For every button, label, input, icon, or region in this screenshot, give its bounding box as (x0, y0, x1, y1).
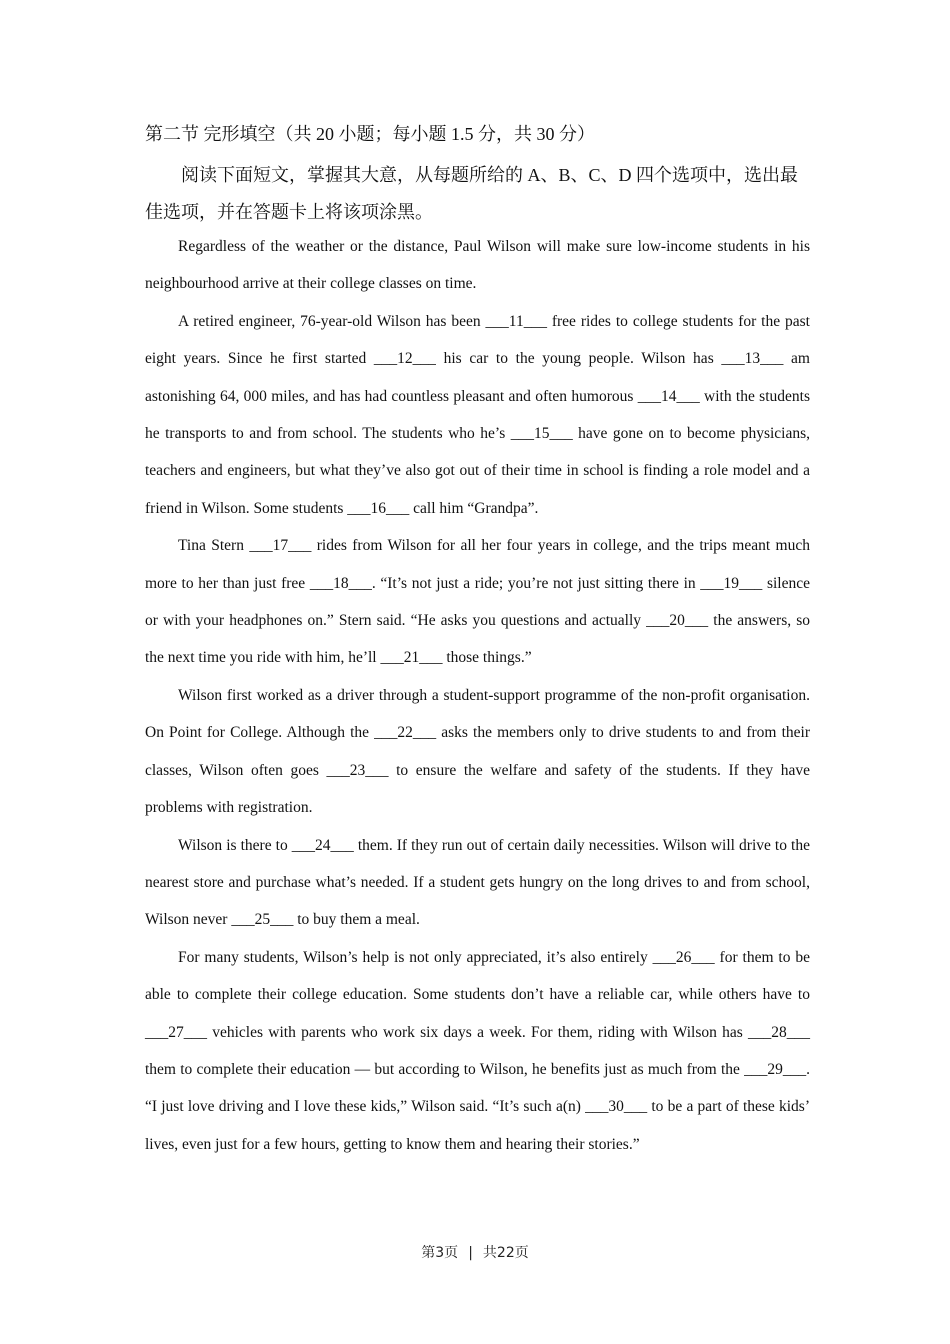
page-footer (0, 1243, 950, 1263)
passage-paragraph: Wilson is there to ___24___ them. If they run out of certain daily necessities. Wilson will drive to the nearest store and purchase what’s needed. If a student gets hungry on the long drives to and from school, Wilson never ___25___ to buy them a meal. (145, 836, 810, 929)
passage-paragraph: For many students, Wilson’s help is not only appreciated, it’s also entirely ___26___ for them to be able to complete their college education. Some students don’t have a reliable car, while others have to ___27___ vehicles with parents who work six days a week. For them, riding with Wilson has ___28___ them to complete their education — but according to Wilson, he benefits just as much from the ___29___. “I just love driving and I love these kids,” Wilson said. “It’s such a(n) ___30___ to be a part of these kids’ lives, even just for a few hours, getting to know them and hearing their stories.” (145, 948, 810, 1153)
current-page: 第3页 (421, 1245, 459, 1261)
passage-paragraph: A retired engineer, 76-year-old Wilson has been ___11___ free rides to college students for the past eight years. Since he first started ___12___ his car to the young people. Wilson has ___13___ am astonishing 64, 000 miles, and has had countless pleasant and often humorous ___14___ with the students he transports to and from school. The students who he’s ___15___ have gone on to become physicians, teachers and engineers, but what they’ve also got out of their time in school is finding a role model and a friend in Wilson. Some students ___16___ call him “Grandpa”. (145, 312, 810, 517)
cloze-passage (145, 228, 810, 1163)
passage-paragraph: Tina Stern ___17___ rides from Wilson for all her four years in college, and the trips meant much more to her than just free ___18___. “It’s not just a ride; you’re not just sitting there in ___19___ silence or with your headphones on.” Stern said. “He asks you questions and actually ___20___ the answers, so the next time you ride with him, he’ll ___21___ those things.” (145, 537, 810, 667)
total-pages: 共22页 (482, 1245, 529, 1261)
footer-separator: | (468, 1245, 473, 1261)
passage-paragraph: Regardless of the weather or the distance, Paul Wilson will make sure low-income students in his neighbourhood arrive at their college classes on time. (145, 238, 810, 293)
passage-paragraph: Wilson first worked as a driver through a student-support programme of the non-profit organisation. On Point for College. Although the ___22___ asks the members only to drive students to and from their classes, Wilson often goes ___23___ to ensure the welfare and safety of the students. If they have problems with registration. (145, 686, 810, 817)
instructions: 阅读下面短文，掌握其大意，从每题所给的 A、B、C、D 四个选项中，选出最佳选项，并在答题卡上将该项涂黑。 (145, 165, 799, 222)
section-title: 第二节 完形填空（共 20 小题；每小题 1.5 分，共 30 分） (145, 124, 595, 144)
